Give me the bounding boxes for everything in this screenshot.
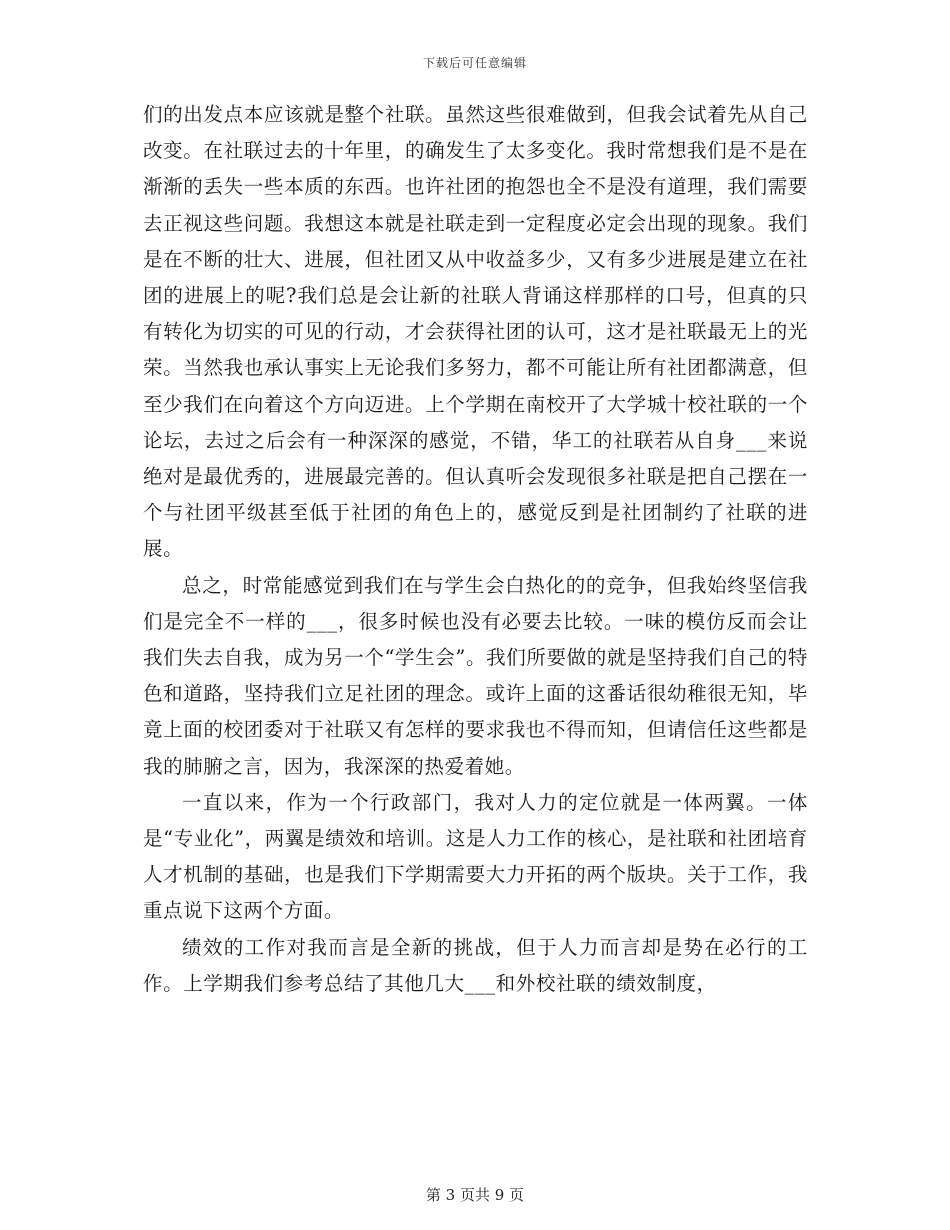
page-footer: 第 3 页共 9 页 [425,1186,525,1204]
paragraph-4: 绩效的工作对我而言是全新的挑战，但于人力而言却是势在必行的工作。上学期我们参考总结了其他几大___和外校社联的绩效制度， [143,935,808,995]
paragraph-1: 们的出发点本应该就是整个社联。虽然这些很难做到，但我会试着先从自己改变。在社联过去的十年里，的确发生了太多变化。我时常想我们是不是在渐渐的丢失一些本质的东西。也许社团的抱怨也全不是没有道理，我们需要去正视这些问题。我想这本就是社联走到一定程度必定会出现的现象。我们是在不断的壮大、进展，但社团又从中收益多少，又有多少进展是建立在社团的进展上的呢?我们总是会让新的社联人背诵这样那样的口号，但真的只有转化为切实的可见的行动，才会获得社团的认可，这才是社联最无上的光荣。当然我也承认事实上无论我们多努力，都不可能让所有社团都满意，但至少我们在向着这个方向迈进。上个学期在南校开了大学城十校社联的一个论坛，去过之后会有一种深深的感觉，不错，华工的社联若从自身___来说绝对是最优秀的，进展最完善的。但认真听会发现很多社联是把自己摆在一个与社团平级甚至低于社团的角色上的，感觉反到是社团制约了社联的进展。 [143,103,808,561]
page-header: 下载后可任意编辑 [422,56,527,70]
document-body [143,97,808,1002]
paragraph-3: 一直以来，作为一个行政部门，我对人力的定位就是一体两翼。一体是“专业化”，两翼是绩效和培训。这是人力工作的核心，是社联和社团培育人才机制的基础，也是我们下学期需要大力开拓的两个版块。关于工作，我重点说下这两个方面。 [143,790,808,923]
paragraph-2: 总之，时常能感觉到我们在与学生会白热化的的竞争，但我始终坚信我们是完全不一样的___，很多时候也没有必要去比较。一味的模仿反而会让我们失去自我，成为另一个“学生会”。我们所要做的就是坚持我们自己的特色和道路，坚持我们立足社团的理念。或许上面的这番话很幼稚很无知，毕竟上面的校团委对于社联又有怎样的要求我也不得而知，但请信任这些都是我的肺腑之言，因为，我深深的热爱着她。 [143,573,808,778]
